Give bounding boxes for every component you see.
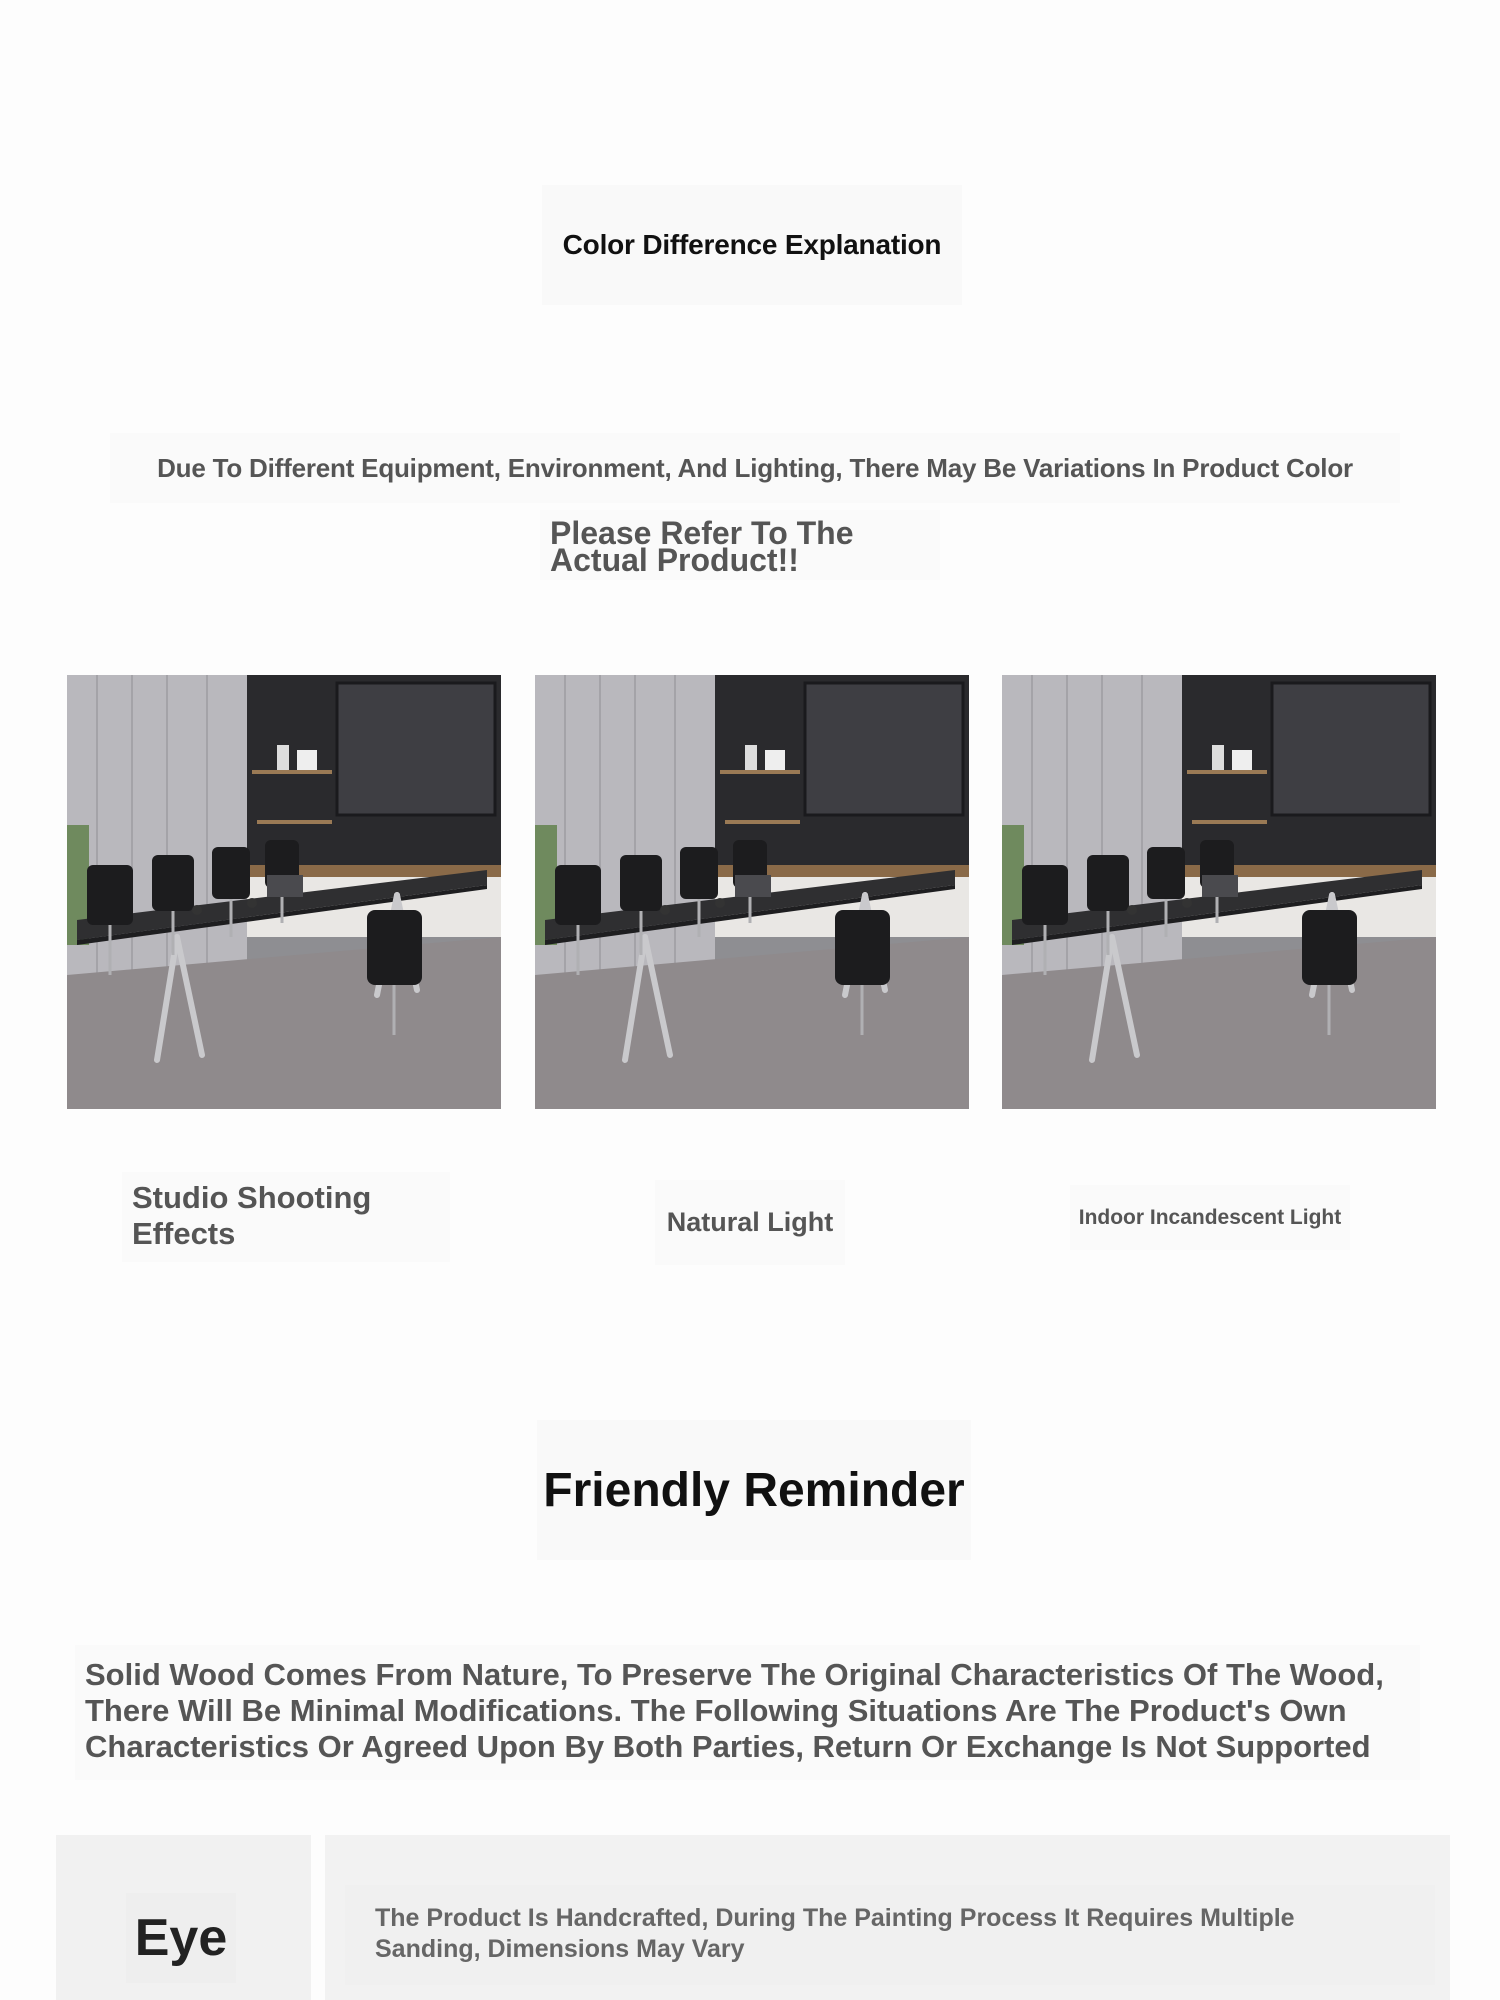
natural-light-photo (535, 675, 969, 1109)
reminder-description-box (345, 1885, 1435, 1985)
reminder-label-cell (56, 1835, 311, 2000)
solid-wood-intro-box (75, 1645, 1420, 1780)
color-difference-title-box (542, 185, 962, 305)
color-difference-title: Color Difference Explanation (562, 229, 942, 260)
photo-caption: Indoor Incandescent Light (1078, 1205, 1342, 1229)
photo-caption: Natural Light (666, 1207, 834, 1237)
photo-caption-box (655, 1180, 845, 1265)
color-variation-notice-box (110, 433, 1400, 503)
photo-caption-box (1070, 1185, 1350, 1250)
indoor-incandescent-photo (1002, 675, 1436, 1109)
friendly-reminder-title-box (537, 1420, 971, 1560)
color-variation-notice: Due To Different Equipment, Environment, And Lighting, There May Be Variations In Product Color (157, 452, 1353, 483)
photo-caption: Studio Shooting Effects (132, 1180, 372, 1251)
reminder-description-cell (325, 1835, 1450, 2000)
refer-actual-product-box (540, 510, 940, 580)
refer-actual-product-text: Please Refer To The Actual Product!! (550, 515, 854, 578)
studio-shooting-photo (67, 675, 501, 1109)
friendly-reminder-title: Friendly Reminder (543, 1463, 965, 1517)
reminder-label: Eye (134, 1909, 228, 1967)
photo-caption-box (122, 1172, 450, 1262)
reminder-description: The Product Is Handcrafted, During The Painting Process It Requires Multiple Sanding, Dimensions May Vary (375, 1904, 1295, 1963)
reminder-label-box (126, 1893, 236, 1983)
solid-wood-intro-text: Solid Wood Comes From Nature, To Preserve The Original Characteristics Of The Wood, There Will Be Minimal Modifications. The Following Situations Are The Product's Own Characteristics Or Agreed Upon By Both Parties, Return Or Exchange Is Not Supported (85, 1657, 1384, 1764)
